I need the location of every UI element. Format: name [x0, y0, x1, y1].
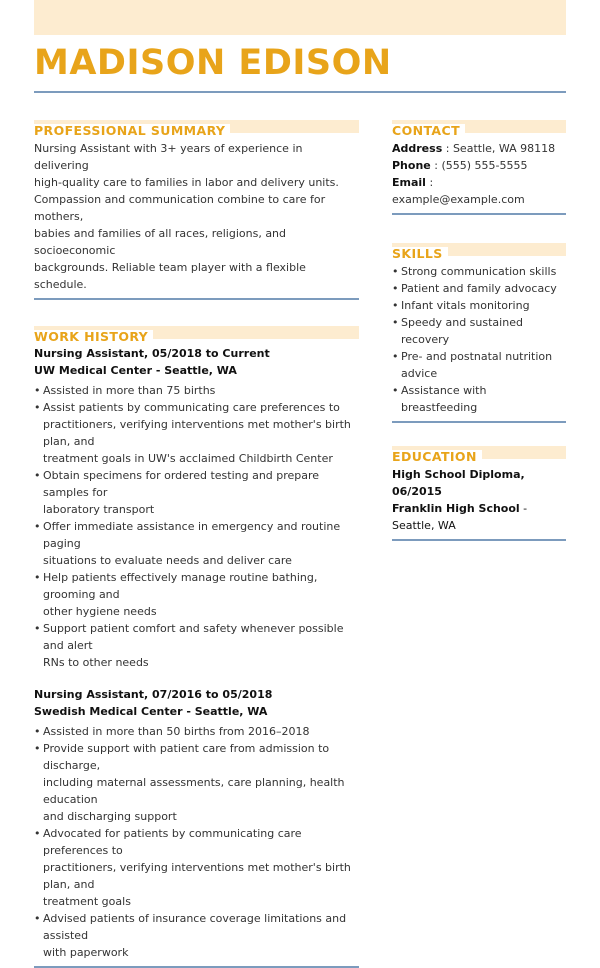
- bullet-text: Obtain specimens for ordered testing and prepare samples for: [43, 469, 320, 499]
- bullet-text: Assisted in more than 50 births from 2016–2018: [43, 725, 310, 738]
- summary-line: Compassion and communication combine to care for mothers,: [34, 193, 326, 223]
- bullet-text: other hygiene needs: [43, 605, 157, 618]
- summary-line: Nursing Assistant with 3+ years of experience in delivering: [34, 142, 303, 172]
- job-employer: Swedish Medical Center - Seattle, WA: [34, 705, 268, 718]
- bullet-text: Provide support with patient care from admission to discharge,: [43, 742, 330, 772]
- bullet-text: with paperwork: [43, 946, 129, 959]
- bullet-text: treatment goals: [43, 895, 131, 908]
- bullet-dot-icon: •: [392, 282, 399, 295]
- skill-item: [392, 348, 566, 382]
- bullet-dot-icon: •: [34, 401, 41, 414]
- bullet-text: practitioners, verifying interventions met mother's birth plan, and: [43, 418, 351, 448]
- bullet-dot-icon: •: [34, 571, 41, 584]
- bullet-dot-icon: •: [34, 912, 41, 925]
- job-bullet: [34, 518, 359, 569]
- contact-email: [392, 174, 566, 208]
- bullet-dot-icon: •: [34, 742, 41, 755]
- bullet-dot-icon: •: [34, 622, 41, 635]
- summary-title: PROFESSIONAL SUMMARY: [34, 124, 230, 138]
- phone-label: Phone: [392, 159, 431, 172]
- right-column: [392, 120, 566, 541]
- skill-text: Patient and family advocacy: [401, 282, 557, 295]
- skills-heading: [392, 243, 566, 261]
- job-bullets: [34, 723, 359, 961]
- job-bullet: [34, 382, 359, 399]
- contact-phone: [392, 157, 566, 174]
- education-title: EDUCATION: [392, 450, 482, 464]
- bullet-dot-icon: •: [34, 520, 41, 533]
- education-heading: [392, 446, 566, 464]
- bullet-text: Support patient comfort and safety whenever possible and alert: [43, 622, 344, 652]
- skill-item: [392, 297, 566, 314]
- summary-line: high-quality care to families in labor and delivery units.: [34, 176, 339, 189]
- address-label: Address: [392, 142, 443, 155]
- bullet-text: situations to evaluate needs and deliver care: [43, 554, 292, 567]
- bullet-text: RNs to other needs: [43, 656, 149, 669]
- skill-item: [392, 280, 566, 297]
- work-title: WORK HISTORY: [34, 330, 153, 344]
- bullet-text: including maternal assessments, care planning, health education: [43, 776, 345, 806]
- bullet-dot-icon: •: [392, 384, 399, 397]
- job-title: Nursing Assistant, 07/2016 to 05/2018: [34, 688, 273, 701]
- left-column: [34, 120, 359, 968]
- skill-item: [392, 263, 566, 280]
- summary-heading: [34, 120, 359, 138]
- degree-text: High School Diploma, 06/2015: [392, 468, 525, 498]
- bullet-text: Help patients effectively manage routine bathing, grooming and: [43, 571, 318, 601]
- job-title: Nursing Assistant, 05/2018 to Current: [34, 347, 270, 360]
- job-bullets: [34, 382, 359, 671]
- skill-text: Assistance with breastfeeding: [401, 384, 487, 414]
- skill-text: Speedy and sustained recovery: [401, 316, 523, 346]
- job-bullet: [34, 825, 359, 910]
- bullet-text: Advised patients of insurance coverage limitations and assisted: [43, 912, 347, 942]
- education-school: [392, 500, 566, 534]
- skill-text: Infant vitals monitoring: [401, 299, 530, 312]
- email-label: Email: [392, 176, 426, 189]
- job-bullet: [34, 399, 359, 467]
- bullet-dot-icon: •: [34, 469, 41, 482]
- skills-divider: [392, 421, 566, 423]
- job-bullet: [34, 740, 359, 825]
- phone-value: : (555) 555-5555: [430, 159, 528, 172]
- education-degree: [392, 466, 566, 500]
- education-divider: [392, 539, 566, 541]
- bullet-dot-icon: •: [392, 350, 399, 363]
- bullet-text: Offer immediate assistance in emergency and routine paging: [43, 520, 341, 550]
- contact-heading: [392, 120, 566, 138]
- skill-text: Strong communication skills: [401, 265, 557, 278]
- bullet-dot-icon: •: [34, 384, 41, 397]
- summary-divider: [34, 298, 359, 300]
- job-bullet: [34, 467, 359, 518]
- job-entry: [34, 346, 359, 671]
- job-bullet: [34, 620, 359, 671]
- bullet-dot-icon: •: [392, 316, 399, 329]
- bullet-dot-icon: •: [392, 299, 399, 312]
- summary-text: [34, 140, 359, 293]
- bullet-text: Advocated for patients by communicating care preferences to: [43, 827, 302, 857]
- contact-divider: [392, 213, 566, 215]
- bullet-text: Assist patients by communicating care preferences to: [43, 401, 340, 414]
- job-employer: UW Medical Center - Seattle, WA: [34, 364, 237, 377]
- candidate-name: MADISON EDISON: [34, 43, 392, 83]
- contact-address: [392, 140, 566, 157]
- bullet-text: practitioners, verifying interventions met mother's birth plan, and: [43, 861, 351, 891]
- header-divider: [34, 91, 566, 93]
- bullet-text: laboratory transport: [43, 503, 155, 516]
- work-heading: [34, 326, 359, 344]
- contact-title: CONTACT: [392, 124, 465, 138]
- bullet-dot-icon: •: [34, 827, 41, 840]
- bullet-dot-icon: •: [392, 265, 399, 278]
- bullet-dot-icon: •: [34, 725, 41, 738]
- job-bullet: [34, 910, 359, 961]
- school-location: - Seattle, WA: [392, 502, 528, 532]
- address-value: : Seattle, WA 98118: [442, 142, 556, 155]
- job-bullet: [34, 569, 359, 620]
- school-name: Franklin High School: [392, 502, 520, 515]
- header-band: [34, 0, 566, 35]
- bullet-text: treatment goals in UW's acclaimed Childbirth Center: [43, 452, 333, 465]
- job-entry: [34, 687, 359, 961]
- skills-title: SKILLS: [392, 247, 448, 261]
- email-value: : example@example.com: [392, 176, 525, 206]
- skill-item: [392, 382, 566, 416]
- skills-list: [392, 263, 566, 416]
- skill-text: advice: [401, 367, 438, 380]
- bullet-text: and discharging support: [43, 810, 177, 823]
- bullet-text: Assisted in more than 75 births: [43, 384, 216, 397]
- summary-line: babies and families of all races, religions, and socioeconomic: [34, 227, 287, 257]
- skill-text: Pre- and postnatal nutrition: [401, 350, 553, 363]
- job-bullet: [34, 723, 359, 740]
- summary-line: backgrounds. Reliable team player with a flexible schedule.: [34, 261, 306, 291]
- skill-item: [392, 314, 566, 348]
